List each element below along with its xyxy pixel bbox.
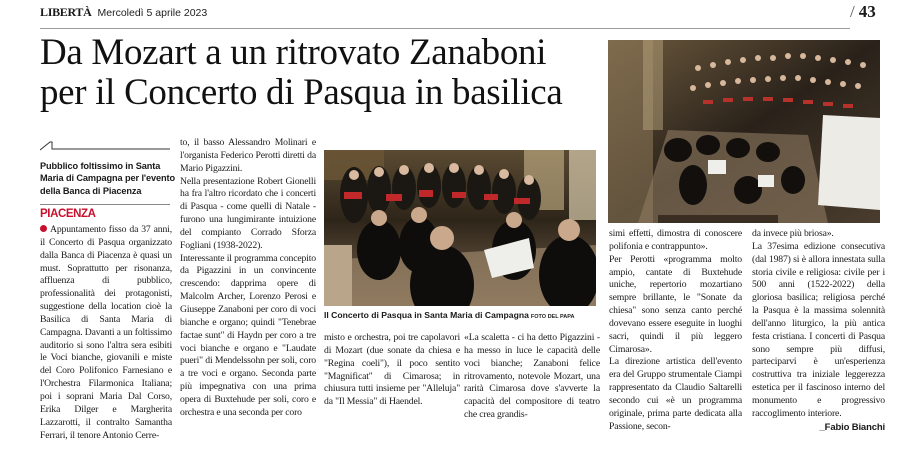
page-number: [850, 2, 876, 22]
concert-photo-secondary: [608, 40, 880, 223]
caption-text: Il Concerto di Pasqua in Santa Maria di Campagna: [324, 310, 529, 320]
article-column-2: [180, 137, 316, 420]
column-paragraph: Nella presentazione Robert Gionelli ha fra l'altro ricordato che i concerti di Pasqua - come quelli di Natale - furono una lungimirante intuizione del compianto Corrado Sforza Fogliani (1938-2022).: [180, 175, 316, 251]
article-headline: [40, 33, 601, 113]
decorative-rule-icon: [40, 137, 170, 151]
headline-line-1: Da Mozart a un ritrovato Zanaboni: [40, 32, 547, 73]
subheading-divider: [40, 204, 170, 205]
column-paragraph: «La scaletta - ci ha detto Pigazzini - ha messo in luce le capacità delle voci bianche; Zanaboni felice ritrovamento, notevole Mozart, una rarità Cimarosa dove s'avverte la capacità del compositore di teatro che crea grandis-: [464, 332, 600, 421]
article-column-6: [752, 228, 885, 435]
column-paragraph: da invece più briosa».: [752, 228, 834, 239]
page-number-value: 43: [858, 2, 876, 21]
article-subheading: Pubblico foltissimo in Santa Maria di Campagna per l'evento della Banca di Piacenza: [40, 161, 175, 196]
photo-caption: [324, 310, 604, 320]
photo-credit: FOTO DEL PAPA: [530, 314, 575, 320]
masthead: [40, 5, 207, 20]
headline-line-2: per il Concerto di Pasqua in basilica: [40, 72, 563, 113]
column-paragraph: La 37esima edizione consecutiva (dal 1987) si è allora innestata sulla storia civile e religiosa: civile per i 500 anni (1522-2022) della gloriosa basilica; religiosa perché la Pasqua è la massima solennità dell'anno liturgico, la più antica festa cristiana. I concerti di Pasqua sono sempre più diffusi, parteciparvi è un'esperienza costruttiva tra iniziale leggerezza estetica per il fascinoso interno del monumento e progressivo raccoglimento interiore.: [752, 240, 885, 419]
column-paragraph: simi effetti, dimostra di conoscere polifonia e contrappunto».: [609, 228, 742, 252]
author-byline: _Fabio Bianchi: [819, 421, 885, 433]
article-column-1: [40, 224, 172, 442]
issue-date: Mercoledì 5 aprile 2023: [97, 7, 208, 19]
newspaper-brand: LIBERTÀ: [40, 5, 92, 19]
article-column-5: [609, 228, 742, 434]
dateline-location: PIACENZA: [40, 208, 96, 220]
orchestra-photo-image: [324, 150, 596, 306]
column-paragraph: Interessante il programma concepito da Pigazzini in un convincente crescendo: dapprima opere di Malcolm Archer, Lorenzo Perosi e Giuseppe Zanaboni per coro di voci bianche e organo; quindi "Tenebrae factae sunt" di Haydn per coro a tre voci bianche e organo e "Laudate pueri" di Mendelssohn per soli, coro a tre voci e organo. Seconda parte più impegnativa con una prima opera di Buxtehude per soli, coro e orchestra e una seconda per coro: [180, 252, 316, 418]
article-column-3: [324, 332, 460, 409]
basilica-overhead-photo-image: [608, 40, 880, 223]
column-paragraph: to, il basso Alessandro Molinari e l'organista Federico Perotti diretti da Mario Pigazzini.: [180, 137, 316, 174]
column-paragraph: Per Perotti «programma molto ampio, cantate di Buxtehude uniche, repertorio mozartiano sempre brillante, le "Sonate da chiesa" sono senza canto perché dovevano essere eseguite in luoghi sacri, quindi il più leggero Cimarosa».: [609, 253, 742, 355]
article-column-4: [464, 332, 600, 422]
header-divider: [40, 28, 850, 29]
column-paragraph: La direzione artistica dell'evento era del Gruppo strumentale Ciampi rappresentato da Claudio Saltarelli secondo cui «è un programma originale, prima parte dedicata alla Passione, secon-: [609, 356, 742, 432]
concert-photo-main: [324, 150, 596, 306]
column-text: Appuntamento fisso da 37 anni, il Concerto di Pasqua organizzato dalla Banca di Piacenza è quasi un must. Soprattutto per risonanza, affluenza di pubblico, professionalità dei protagonisti, suggestione della location cioè la Basilica di Santa Maria di Campagna. Davanti a un foltissimo auditorio si sono l'altra sera esibiti le Voci bianche, giovanili e miste del Coro Polifonico Farnesiano e l'Orchestra Filarmonica Italiana; poi i soprani Maria Dal Corso, Erika Dilger e Margherita Lazzarotti, il contralto Samantha Ferrari, il tenore Antonio Cerre-: [40, 224, 172, 441]
page-slash: /: [850, 2, 855, 21]
red-bullet-icon: [40, 225, 47, 232]
column-paragraph: misto e orchestra, poi tre capolavori di Mozart (due sonate da chiesa e "Regina coeli"), il poco sentito "Magnificat" di Cimarosa; in chiusura tutti insieme per "Alleluja" da "Il Messia" di Haendel.: [324, 332, 460, 408]
